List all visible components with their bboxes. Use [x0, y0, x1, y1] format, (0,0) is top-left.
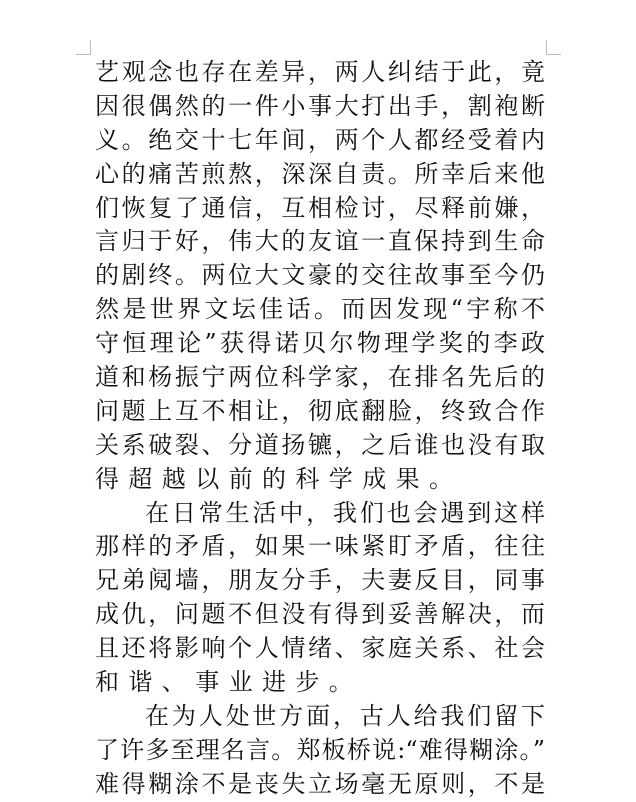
page-corner-mark-left	[76, 40, 91, 55]
paragraph-2	[95, 497, 545, 700]
text-line: 道和杨振宁两位科学家，在排名先后的	[95, 363, 545, 392]
text-line: 义。绝交十七年间，两个人都经受着内	[95, 125, 545, 154]
text-line: 问题上互不相让，彻底翻脸，终致合作	[95, 396, 545, 425]
paragraph-3	[95, 700, 545, 802]
text-line: 了许多至理名言。郑板桥说:“难得糊涂。”	[95, 735, 545, 764]
text-line: 在为人处世方面，古人给我们留下	[145, 701, 545, 730]
text-line: 艺观念也存在差异，两人纠结于此，竟	[95, 58, 545, 86]
text-line: 言归于好，伟大的友谊一直保持到生命	[95, 227, 545, 256]
text-line: 和谐、事业进步。	[95, 668, 363, 697]
text-line: 关系破裂、分道扬镳，之后谁也没有取	[95, 430, 545, 459]
page-corner-mark-right	[546, 40, 561, 55]
text-line: 心的痛苦煎熬，深深自责。所幸后来他	[95, 159, 545, 188]
text-line: 那样的矛盾，如果一味紧盯矛盾，往往	[95, 532, 545, 561]
text-line: 在日常生活中，我们也会遇到这样	[145, 498, 545, 527]
text-line: 的剧终。两位大文豪的交往故事至今仍	[95, 261, 545, 290]
text-line: 因很偶然的一件小事大打出手，割袍断	[95, 91, 545, 120]
text-line: 得超越以前的科学成果。	[95, 464, 463, 493]
text-line: 兄弟阋墙，朋友分手，夫妻反目，同事	[95, 566, 545, 595]
text-line: 成仇，问题不但没有得到妥善解决，而	[95, 600, 545, 629]
document-body	[95, 56, 545, 802]
text-line: 难得糊涂不是丧失立场毫无原则，不是	[95, 769, 545, 798]
text-line: 且还将影响个人情绪、家庭关系、社会	[95, 634, 545, 663]
text-line: 然是世界文坛佳话。而因发现“宇称不	[95, 295, 545, 324]
text-line: 们恢复了通信，互相检讨，尽释前嫌，	[95, 193, 545, 222]
paragraph-1	[95, 56, 545, 497]
text-line: 守恒理论”获得诺贝尔物理学奖的李政	[95, 329, 545, 358]
